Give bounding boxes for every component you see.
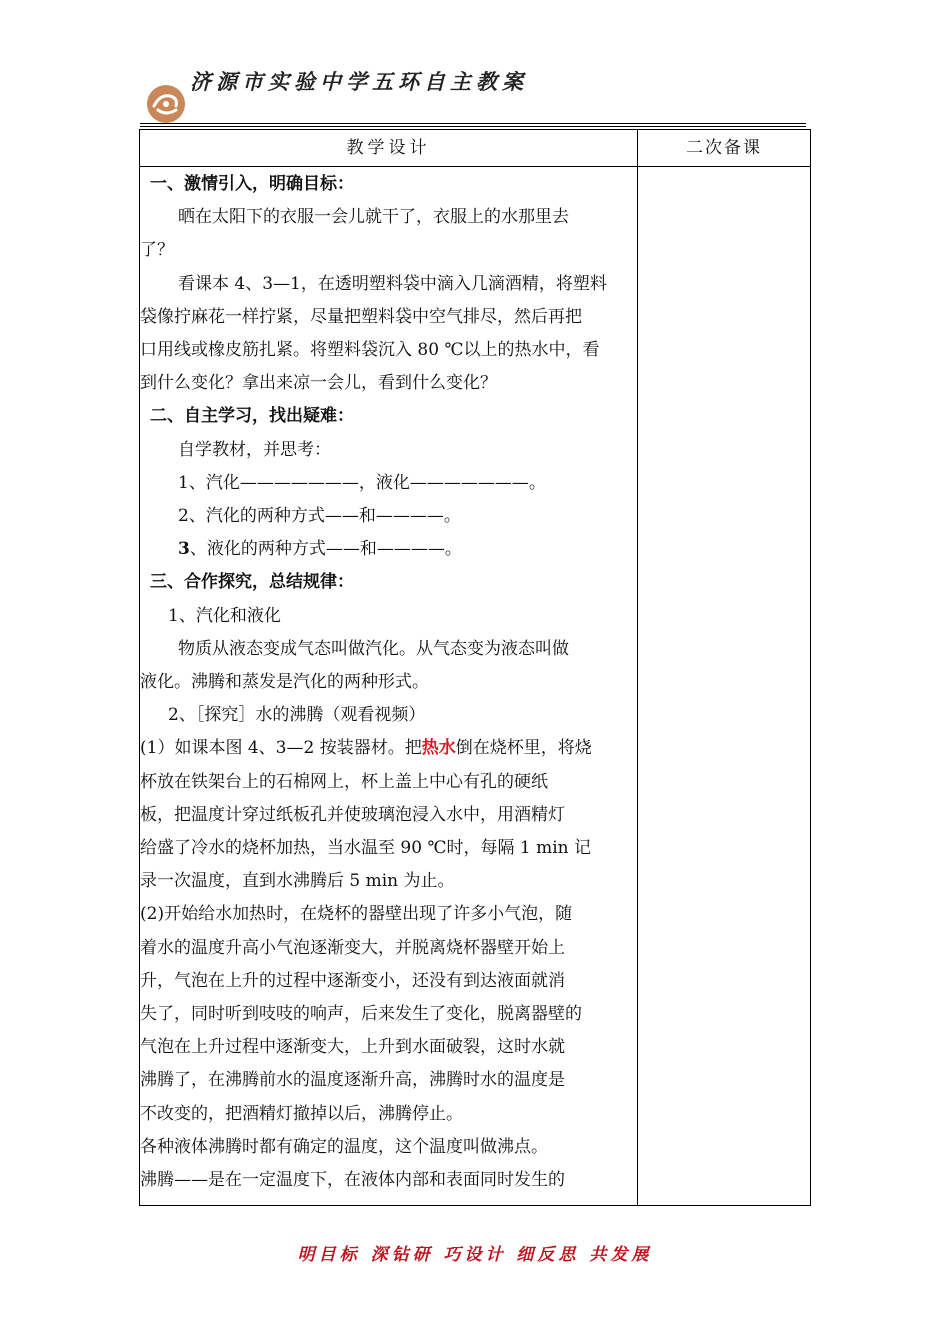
paragraph-line: 沸腾了，在沸腾前水的温度逐渐升高，沸腾时水的温度是	[140, 1070, 565, 1090]
text-run: 倒在烧杯里，将烧	[455, 738, 592, 758]
paragraph-line: 给盛了冷水的烧杯加热，当水温至 90 ℃时，每隔 1 min 记	[140, 838, 591, 858]
design-content	[140, 168, 637, 1205]
paragraph-line: 看课本 4、3—1，在透明塑料袋中滴入几滴酒精，将塑料	[178, 274, 607, 294]
column-header-notes: 二次备课	[686, 138, 762, 158]
header-rule-top	[140, 123, 806, 124]
paragraph-line	[140, 732, 637, 765]
paragraph-line: 到什么变化？拿出来凉一会儿，看到什么变化？	[140, 373, 497, 393]
paragraph-line: 录一次温度，直到水沸腾后 5 min 为止。	[140, 871, 455, 891]
text-run: (1）如课本图 4、3—2 按装器材。把	[140, 738, 422, 758]
paragraph-line: 各种液体沸腾时都有确定的温度，这个温度叫做沸点。	[140, 1137, 548, 1157]
column-divider	[637, 130, 638, 1205]
header-row-divider	[140, 166, 810, 167]
subsection-heading: 2、［探究］水的沸腾（观看视频）	[168, 705, 426, 725]
paragraph-line: 升，气泡在上升的过程中逐渐变小，还没有到达液面就消	[140, 971, 565, 991]
section-heading: 三、合作探究，总结规律：	[150, 572, 354, 592]
question-number: 3	[178, 539, 190, 559]
school-header-title: 济源市实验中学五环自主教案	[190, 69, 528, 94]
section-heading: 二、自主学习，找出疑难：	[150, 406, 354, 426]
paragraph-line: 了？	[140, 240, 174, 260]
paragraph-line: 自学教材，并思考：	[178, 440, 331, 460]
question-item	[178, 533, 637, 566]
paragraph-line: 着水的温度升高小气泡逐渐变大，并脱离烧杯器壁开始上	[140, 938, 565, 958]
paragraph-line: 袋像拧麻花一样拧紧，尽量把塑料袋中空气排尽，然后再把	[140, 307, 582, 327]
paragraph-line: 晒在太阳下的衣服一会儿就干了，衣服上的水那里去	[178, 207, 569, 227]
paragraph-line: 液化。沸腾和蒸发是汽化的两种形式。	[140, 672, 429, 692]
column-header-design: 教学设计	[346, 138, 431, 158]
question-text: 、液化的两种方式——和————。	[189, 539, 462, 559]
paragraph-line: 杯放在铁架台上的石棉网上，杯上盖上中心有孔的硬纸	[140, 772, 548, 792]
lesson-plan-table	[139, 129, 811, 1206]
question-item: 2、汽化的两种方式——和————。	[178, 506, 461, 526]
paragraph-line: 失了，同时听到吱吱的响声，后来发生了变化，脱离器壁的	[140, 1004, 582, 1024]
paragraph-line: 物质从液态变成气态叫做汽化。从气态变为液态叫做	[178, 639, 569, 659]
paragraph-line: 板，把温度计穿过纸板孔并使玻璃泡浸入水中，用酒精灯	[140, 805, 565, 825]
school-logo-icon	[146, 84, 186, 124]
header-rule-bottom	[140, 126, 806, 127]
footer-motto: 明目标 深钻研 巧设计 细反思 共发展	[297, 1245, 653, 1265]
question-item: 1、汽化———————，液化———————。	[178, 473, 546, 493]
subsection-heading: 1、汽化和液化	[168, 606, 281, 626]
paragraph-line: 气泡在上升过程中逐渐变大，上升到水面破裂，这时水就	[140, 1037, 565, 1057]
highlight-hot-water: 热水	[421, 738, 456, 758]
section-heading: 一、激情引入，明确目标：	[150, 174, 354, 194]
paragraph-line: 口用线或橡皮筋扎紧。将塑料袋沉入 80 ℃以上的热水中，看	[140, 340, 600, 360]
paragraph-line: 不改变的，把酒精灯撤掉以后，沸腾停止。	[140, 1104, 463, 1124]
paragraph-line: (2)开始给水加热时，在烧杯的器壁出现了许多小气泡，随	[140, 904, 573, 924]
paragraph-line: 沸腾——是在一定温度下，在液体内部和表面同时发生的	[140, 1170, 565, 1190]
